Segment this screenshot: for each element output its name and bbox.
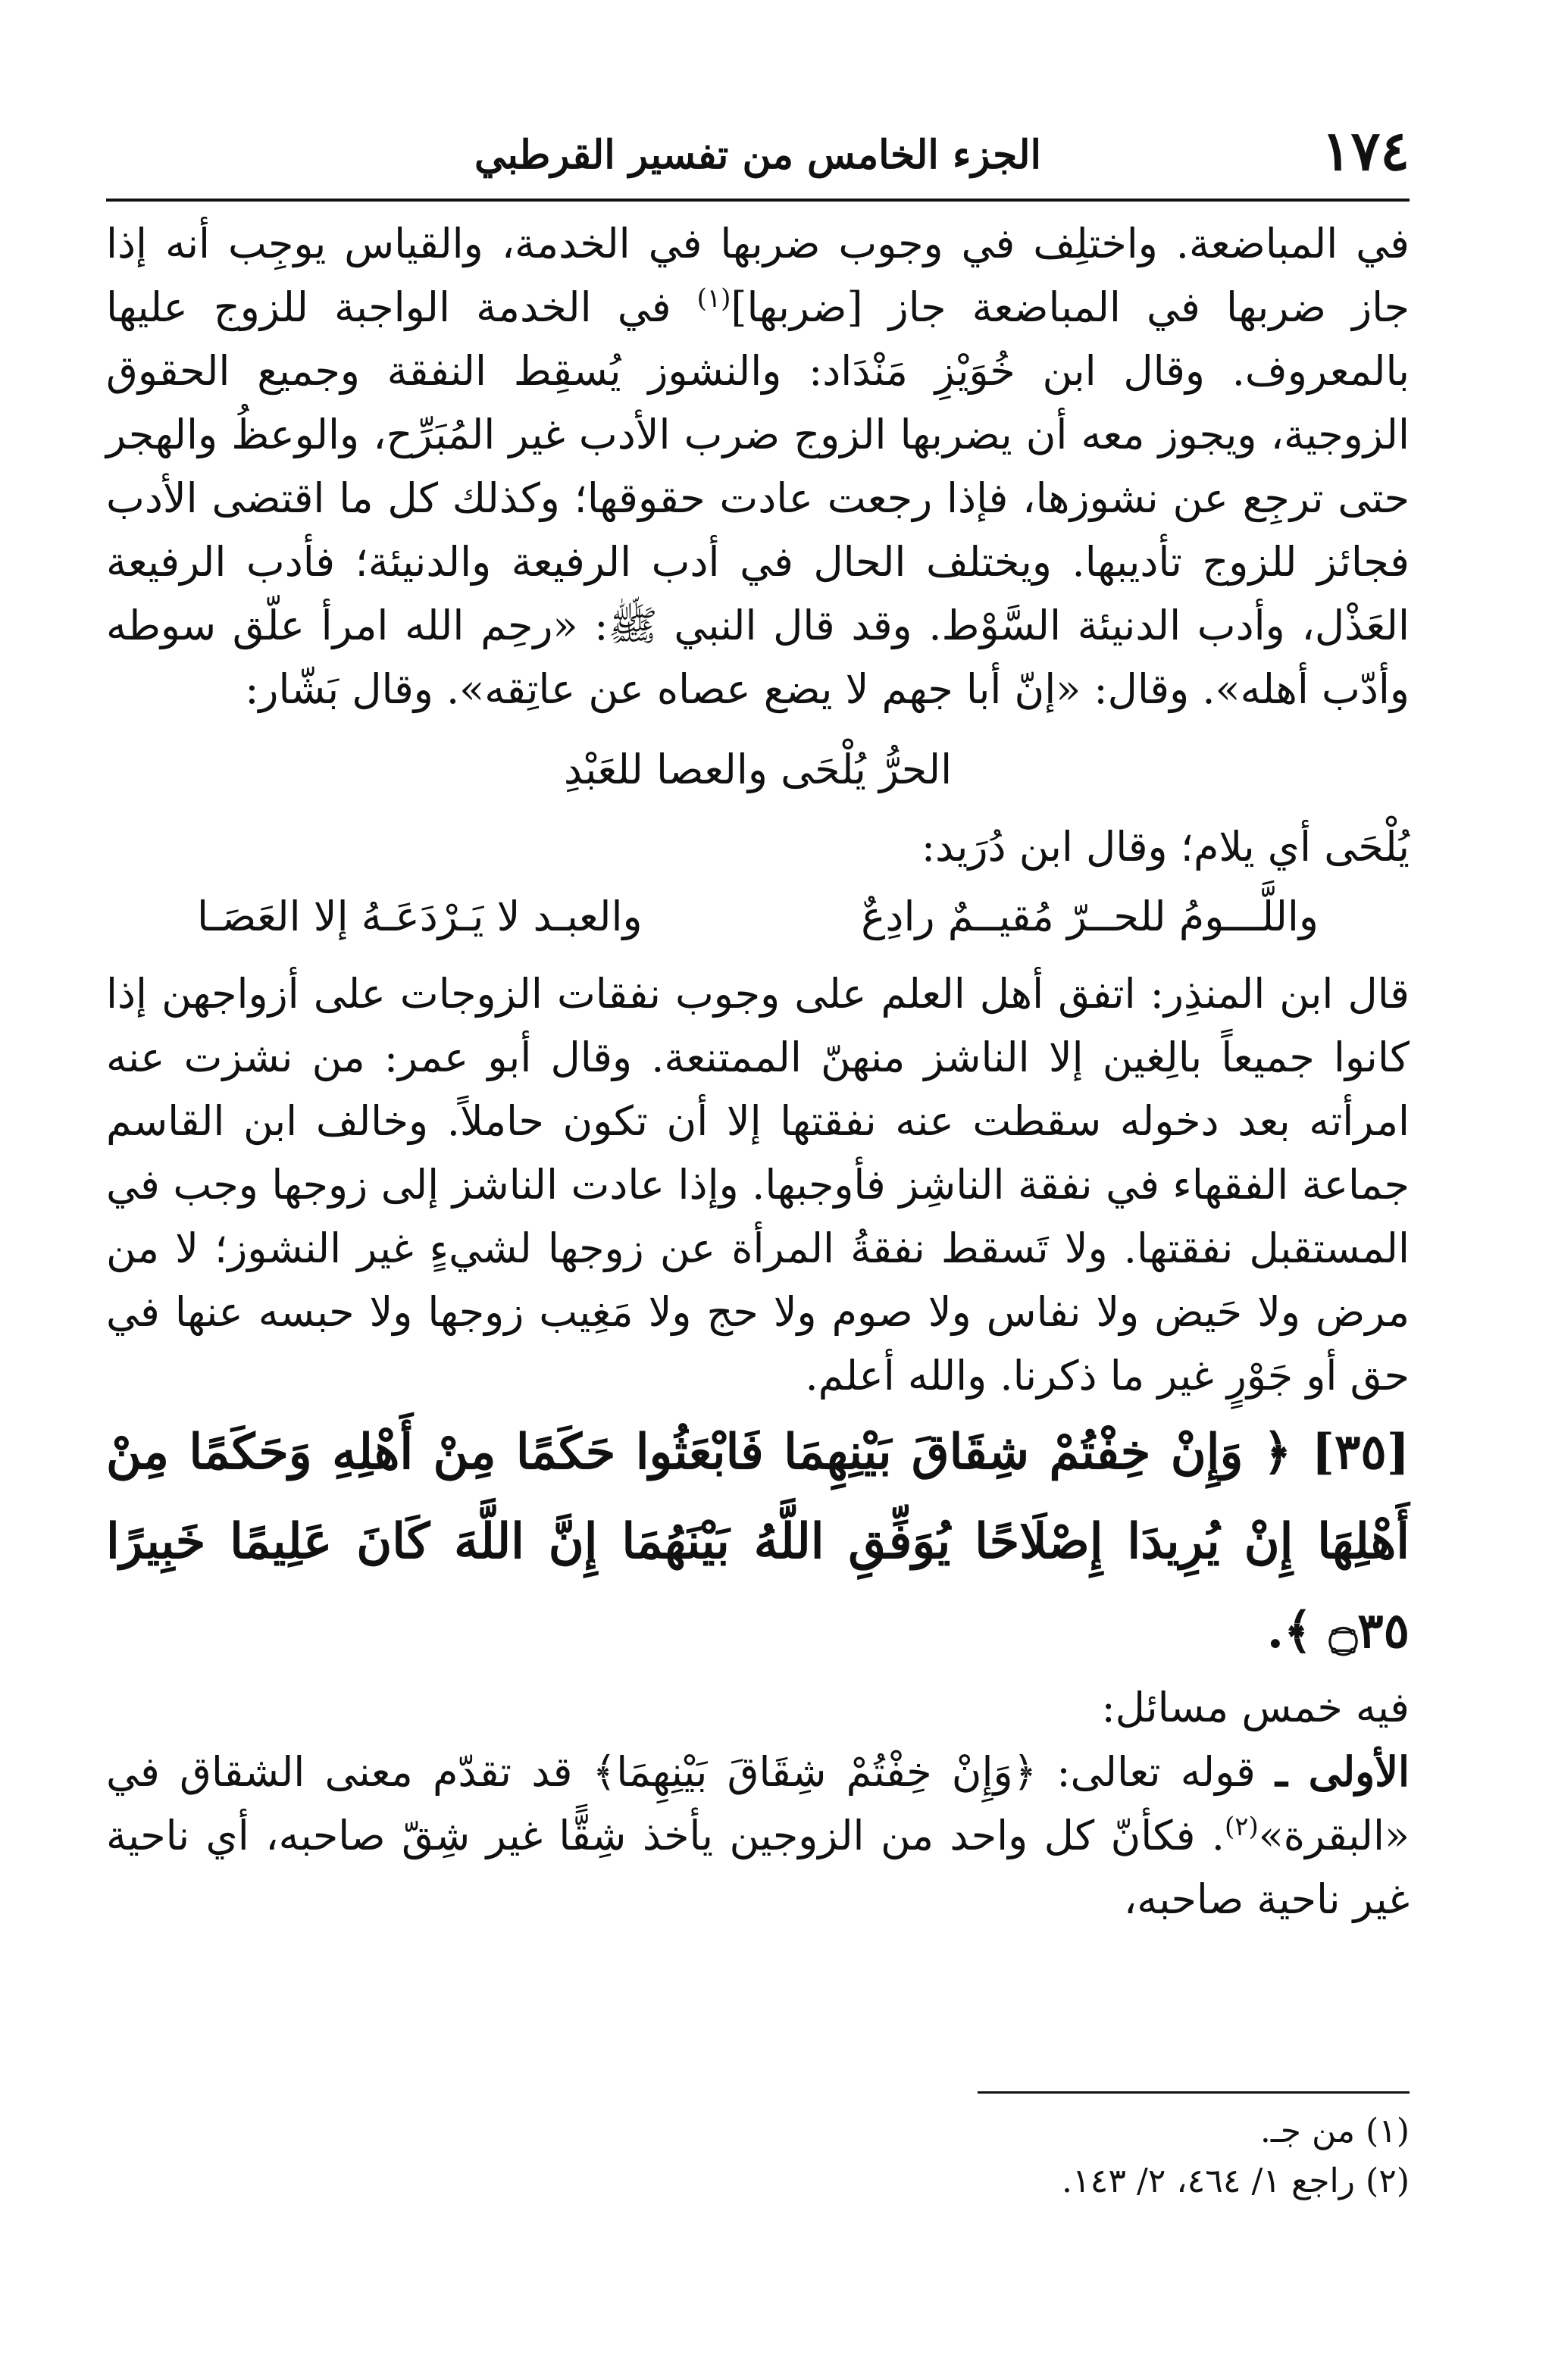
- paragraph-1-text-b: في الخدمة الواجبة للزوج عليها بالمعروف. وقال ابن خُوَيْزِ مَنْدَاد: والنشوز يُسقِط النفقة وجميع الحقوق الزوجية، ويجوز معه أن يضربها الزوج ضرب الأدب غير المُبَرِّح، والوعظُ والهجر حتى ترجِع عن نشوزها، فإذا رجعت عادت حقوقها؛ وكذلك كل ما اقتضى الأدب فجائز للزوج تأديبها. ويختلف الحال في أدب الرفيعة والدنيئة؛ فأدب الرفيعة العَذْل، وأدب الدنيئة السَّوْط. وقد قال النبي ﷺ: «رحِم الله امرأ علّق سوطه وأدّب أهله». وقال: «إنّ أبا جهم لا يضع عصاه عن عاتِقه». وقال بَشّار:: [106, 283, 1410, 713]
- paragraph-4: فيه خمس مسائل:: [1101, 1684, 1410, 1731]
- paragraph-5-text-a: قوله تعالى: ﴿وَإِنْ خِفْتُمْ شِقَاقَ بَيْنِهِمَا﴾ قد تقدّم معنى الشقاق في «البقرة»: [106, 1748, 1410, 1859]
- issue-heading-first: الأولى ـ: [1275, 1747, 1410, 1796]
- poetry-couplet: [106, 885, 1410, 949]
- running-title: الجزء الخامس من تفسير القرطبي: [474, 132, 1041, 178]
- page-header: [106, 112, 1410, 195]
- footnote-marker-1: (١): [696, 283, 731, 314]
- couplet-second-hemistich: والعبـد لا يَـرْدَعَـهُ إلا العَصَـا: [197, 893, 643, 940]
- paragraph-5-text-b: . فكأنّ كل واحد من الزوجين يأخذ شِقًّا غير شِقّ صاحبه، أي ناحية غير ناحية صاحبه،: [106, 1812, 1410, 1923]
- footnote-divider: [978, 2091, 1410, 2094]
- paragraph-1: [106, 212, 1410, 721]
- paragraph-3: قال ابن المنذِر: اتفق أهل العلم على وجوب نفقات الزوجات على أزواجهن إذا كانوا جميعاً بالِغين إلا الناشز منهنّ الممتنعة. وقال أبو عمر: من نشزت عنه امرأته بعد دخوله سقطت عنه نفقتها إلا أن تكون حاملاً. وخالف ابن القاسم جماعة الفقهاء في نفقة الناشِز فأوجبها. وإذا عادت الناشز إلى زوجها وجب في المستقبل نفقتها. ولا تَسقط نفقةُ المرأة عن زوجها لشيءٍ غير النشوز؛ لا من مرض ولا حَيض ولا نفاس ولا صوم ولا حج ولا مَغِيب زوجها ولا حبسه عنها في حق أو جَوْرٍ غير ما ذكرنا. والله أعلم.: [106, 970, 1410, 1400]
- header-divider: [106, 199, 1410, 202]
- paragraph-5: [106, 1740, 1410, 1931]
- paragraph-1-text-a: في المباضعة. واختلِف في وجوب ضربها في الخدمة، والقياس يوجِب أنه إذا جاز ضربها في المباضعة جاز [ضربها]: [106, 220, 1410, 331]
- main-text: [106, 212, 1410, 1931]
- quran-verse-35: [106, 1408, 1410, 1676]
- footnote-1: (١) من جـ.: [1259, 2112, 1410, 2150]
- page-number: ١٧٤: [1321, 118, 1410, 183]
- poetry-line-bashshar: الحرُّ يُلْحَى والعصا للعَبْدِ: [563, 746, 953, 793]
- couplet-first-hemistich: واللَّـــومُ للحــرّ مُقيــمٌ رادِعٌ: [861, 893, 1319, 940]
- footnote-marker-2: (٢): [1224, 1812, 1259, 1842]
- footnote-2: (٢) راجع ١/ ٤٦٤، ٢/ ١٤٣.: [1062, 2162, 1410, 2200]
- paragraph-2: يُلْحَى أي يلام؛ وقال ابن دُرَيد:: [921, 823, 1410, 871]
- verse-number: [٣٥]: [1311, 1424, 1410, 1481]
- footnotes: [106, 2106, 1410, 2206]
- quran-text: ﴿ وَإِنْ خِفْتُمْ شِقَاقَ بَيْنِهِمَا فَابْعَثُوا حَكَمًا مِنْ أَهْلِهِ وَحَكَمًا مِنْ أَهْلِهَا إِنْ يُرِيدَا إِصْلَاحًا يُوَفِّقِ اللَّهُ بَيْنَهُمَا إِنَّ اللَّهَ كَانَ عَلِيمًا خَبِيرًا ۝٣٥ ﴾.: [106, 1424, 1410, 1659]
